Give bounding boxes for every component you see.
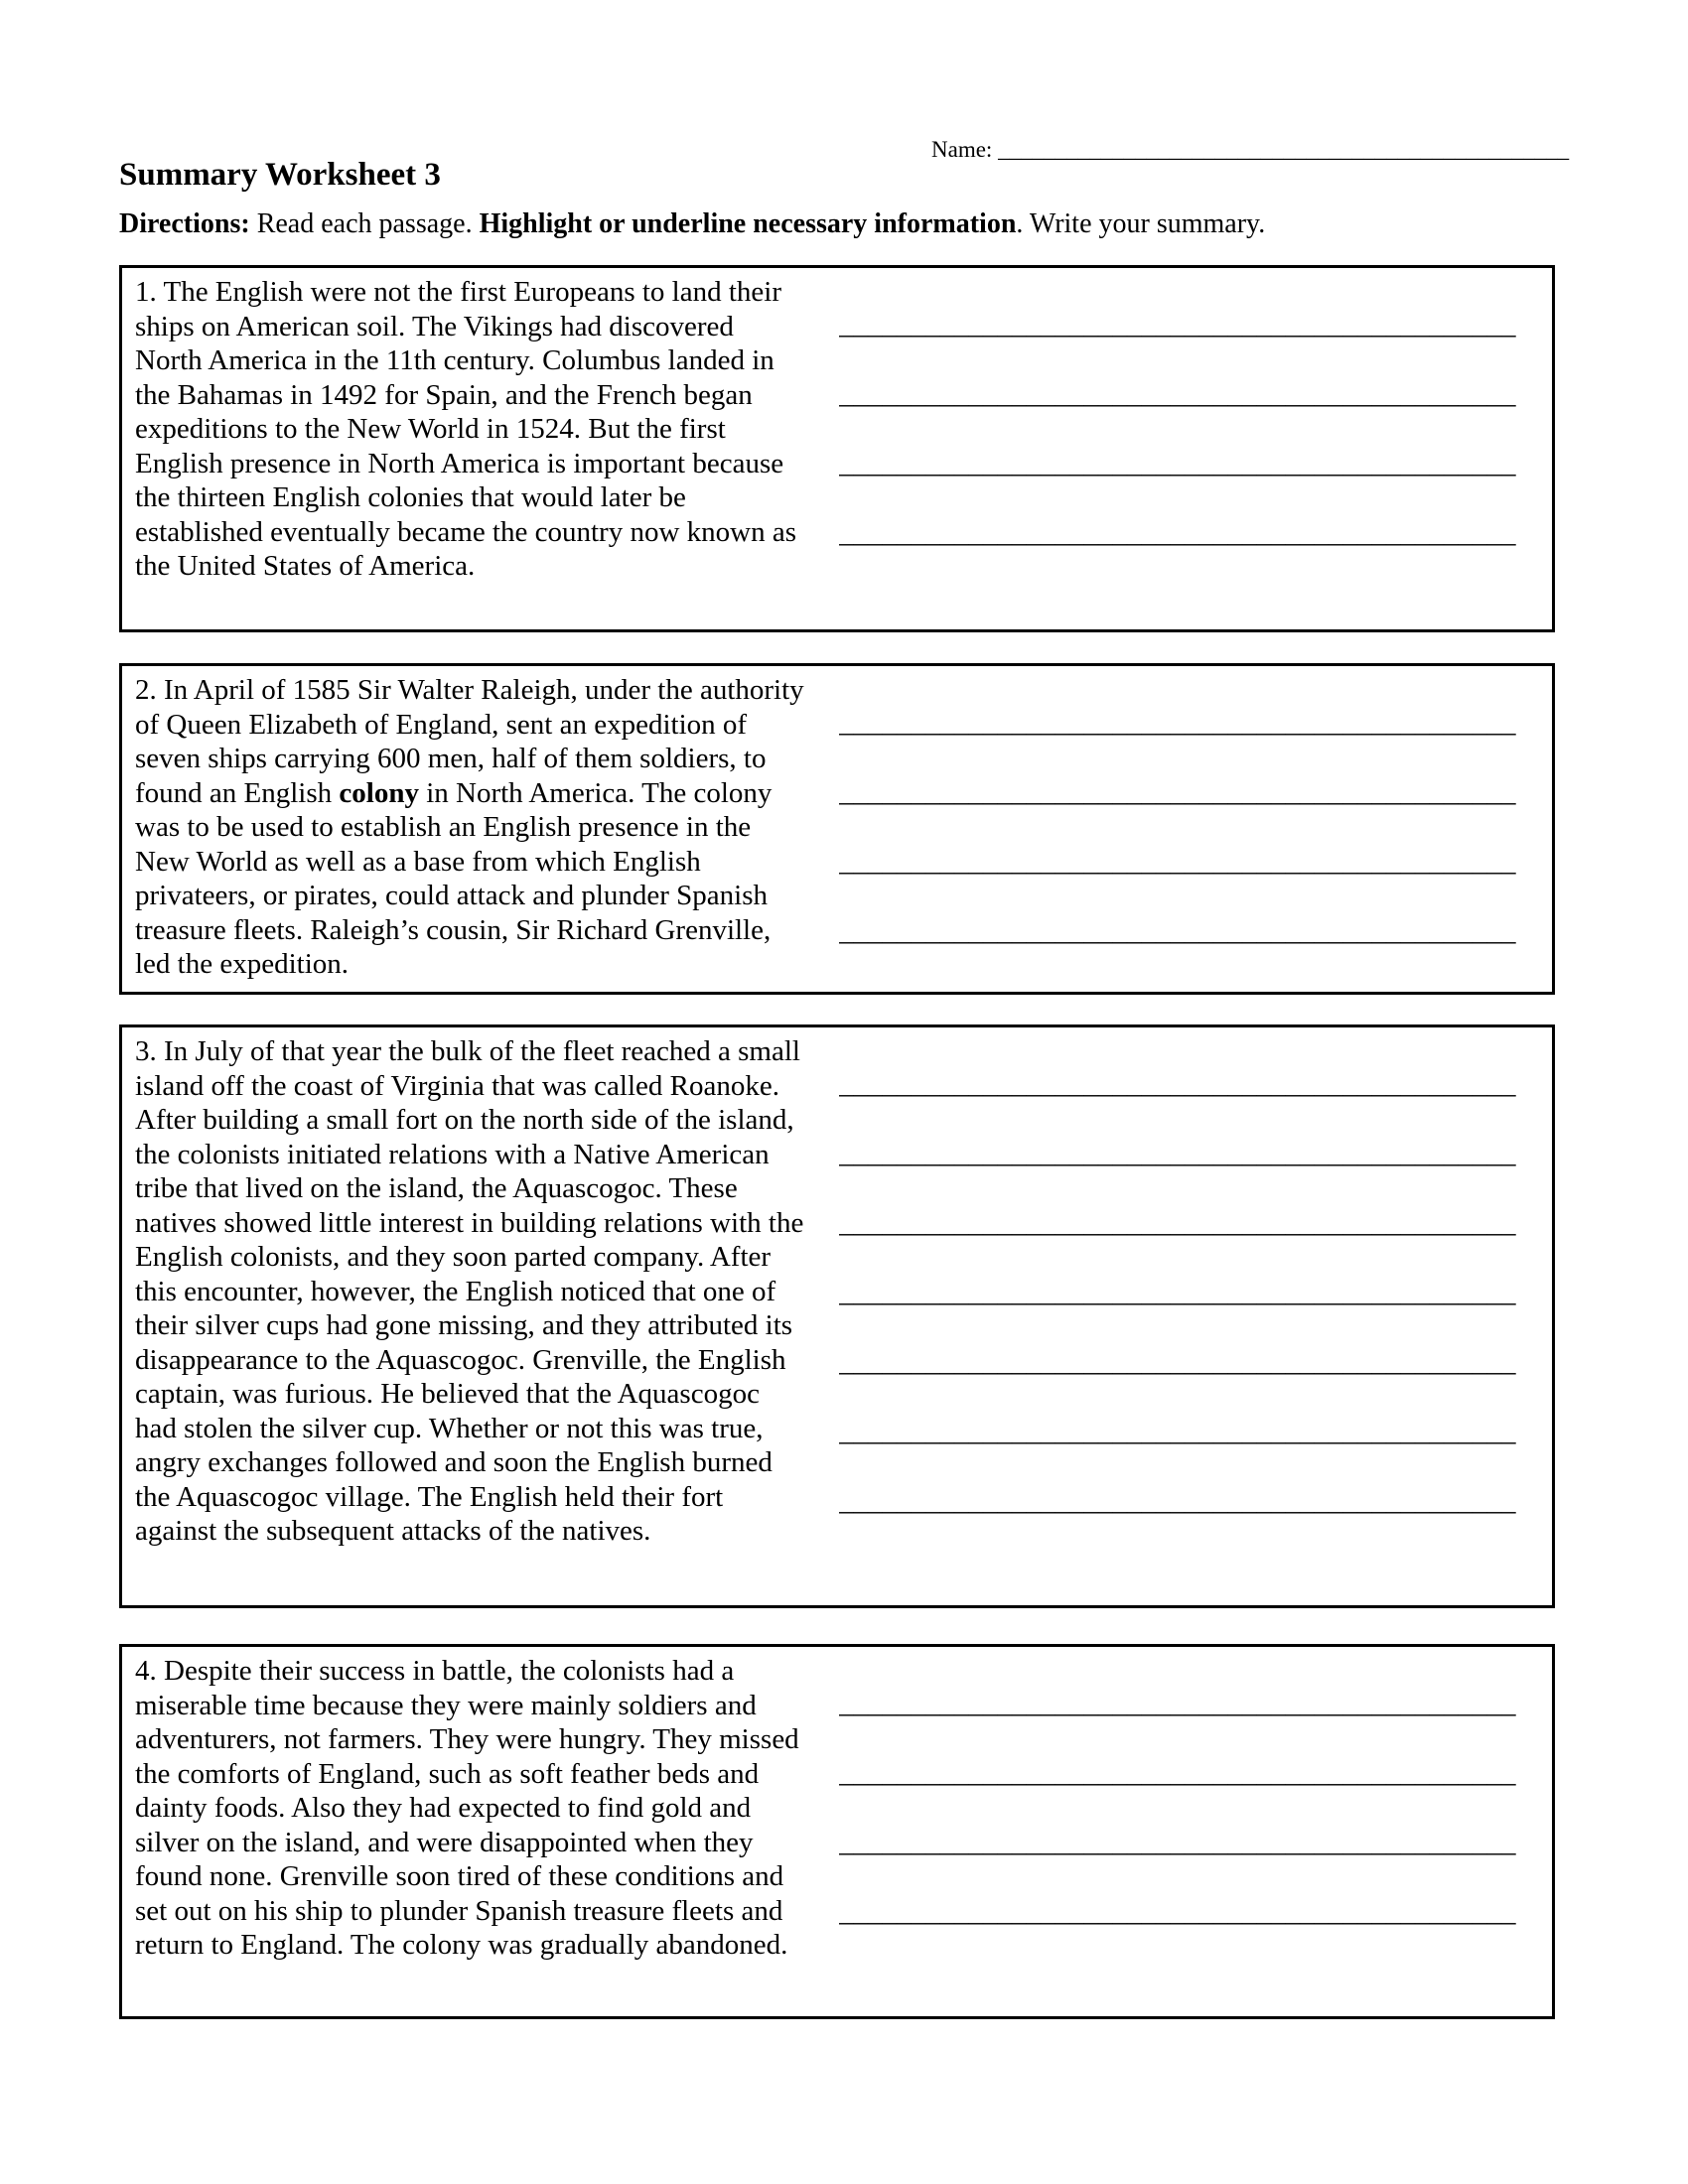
summary-writing-line[interactable] — [839, 738, 1534, 807]
blank-line-underscores: _______________________________________________ — [839, 1757, 1516, 1788]
passage-box-1 — [119, 265, 1555, 632]
passage-segment: 1. The English were not the first Europeans to land their ships on American soil. The Vikings had discovered North America in the 11th century. Columbus landed in the Bahamas in 1492 for Spain, and the French began expeditions to the New World in 1524. But the first English presence in North America is important because the thirteen English colonies that would later be established eventually became the country now known as the United States of America. — [135, 276, 796, 582]
summary-writing-line[interactable] — [839, 270, 1534, 340]
blank-line-underscores: _______________________________________________ — [839, 378, 1516, 409]
name-row — [931, 137, 1569, 163]
blank-line-underscores: _______________________________________________ — [839, 1068, 1516, 1099]
summary-writing-line[interactable] — [839, 1099, 1534, 1168]
passage-box-2 — [119, 663, 1555, 995]
name-blank-line[interactable]: __________________________________________________ — [998, 137, 1570, 162]
blank-line-underscores: _______________________________________________ — [839, 1277, 1516, 1307]
summary-writing-line[interactable] — [839, 877, 1534, 946]
passage-segment: 2. In April of 1585 Sir Walter Raleigh, under the authority of Queen Elizabeth of England, sent an expedition of seven ships carrying 600 men, half of them soldiers, to found an English — [135, 674, 804, 809]
passage-box-3 — [119, 1024, 1555, 1608]
blank-line-underscores: _______________________________________________ — [839, 776, 1516, 807]
blank-line-underscores: _______________________________________________ — [839, 309, 1516, 340]
directions-text-1: Read each passage. — [249, 208, 480, 239]
passage-text-4 — [135, 1654, 806, 1963]
summary-lines-3 — [839, 1027, 1534, 1605]
passage-text-3 — [135, 1034, 806, 1549]
summary-lines-1 — [839, 268, 1534, 629]
summary-writing-line[interactable] — [839, 1307, 1534, 1377]
passage-segment: in North America. The colony was to be used to establish an English presence in the New World as well as a base from which English privateers, or pirates, could attack and plunder Spanish treasure fleets. Raleigh’s cousin, Sir Richard Grenville, led the expedition. — [135, 776, 773, 980]
blank-line-underscores: _______________________________________________ — [839, 1416, 1516, 1446]
summary-writing-line[interactable] — [839, 478, 1534, 548]
passage-text-1 — [135, 275, 806, 584]
summary-writing-line[interactable] — [839, 1168, 1534, 1238]
passage-segment: 3. In July of that year the bulk of the fleet reached a small island off the coast of Virginia that was called Roanoke. After building a small fort on the north side of the island, the colonists initiated relations with a Native American tribe that lived on the island, the Aquascogoc. These natives showed little interest in building relations with the English colonists, and they soon parted company. After this encounter, however, the English noticed that one of their silver cups had gone missing, and they attributed its disappearance to the Aquascogoc. Grenville, the English captain, was furious. He believed that the Aquascogoc had stolen the silver cup. Whether or not this was true, angry exchanges followed and soon the English burned the Aquascogoc village. The English held their fort against the subsequent attacks of the natives. — [135, 1035, 804, 1547]
blank-line-underscores: _______________________________________________ — [839, 1207, 1516, 1238]
summary-writing-line[interactable] — [839, 1446, 1534, 1516]
passage-box-4 — [119, 1644, 1555, 2019]
blank-line-underscores: _______________________________________________ — [839, 1688, 1516, 1718]
summary-writing-line[interactable] — [839, 1377, 1534, 1446]
blank-line-underscores: _______________________________________________ — [839, 1896, 1516, 1927]
summary-writing-line[interactable] — [839, 340, 1534, 409]
blank-line-underscores: _______________________________________________ — [839, 915, 1516, 946]
blank-line-underscores: _______________________________________________ — [839, 1346, 1516, 1377]
directions-bold-phrase: Highlight or underline necessary information — [479, 208, 1017, 239]
page-title: Summary Worksheet 3 — [119, 157, 441, 193]
summary-writing-line[interactable] — [839, 409, 1534, 478]
passage-segment: 4. Despite their success in battle, the colonists had a miserable time because they were mainly soldiers and adventurers, not farmers. They were hungry. They missed the comforts of England, such as soft feather beds and dainty foods. Also they had expected to find gold and silver on the island, and were disappointed when they found none. Grenville soon tired of these conditions and set out on his ship to plunder Spanish treasure fleets and return to England. The colony was gradually abandoned. — [135, 1655, 799, 1961]
summary-writing-line[interactable] — [839, 1718, 1534, 1788]
name-label: Name: — [931, 137, 993, 162]
directions-label: Directions: — [119, 208, 250, 239]
summary-writing-line[interactable] — [839, 807, 1534, 877]
summary-writing-line[interactable] — [839, 668, 1534, 738]
blank-line-underscores: _______________________________________________ — [839, 1485, 1516, 1516]
summary-lines-4 — [839, 1647, 1534, 2016]
blank-line-underscores: _______________________________________________ — [839, 846, 1516, 877]
summary-writing-line[interactable] — [839, 1238, 1534, 1307]
summary-writing-line[interactable] — [839, 1857, 1534, 1927]
blank-line-underscores: _______________________________________________ — [839, 707, 1516, 738]
summary-writing-line[interactable] — [839, 1029, 1534, 1099]
summary-lines-2 — [839, 666, 1534, 992]
summary-writing-line[interactable] — [839, 1649, 1534, 1718]
directions — [119, 208, 1265, 240]
directions-text-2: . Write your summary. — [1016, 208, 1266, 239]
passage-text-2 — [135, 673, 806, 982]
blank-line-underscores: _______________________________________________ — [839, 448, 1516, 478]
blank-line-underscores: _______________________________________________ — [839, 1138, 1516, 1168]
summary-writing-line[interactable] — [839, 1788, 1534, 1857]
blank-line-underscores: _______________________________________________ — [839, 517, 1516, 548]
blank-line-underscores: _______________________________________________ — [839, 1827, 1516, 1857]
passage-bold-term: colony — [339, 776, 419, 809]
